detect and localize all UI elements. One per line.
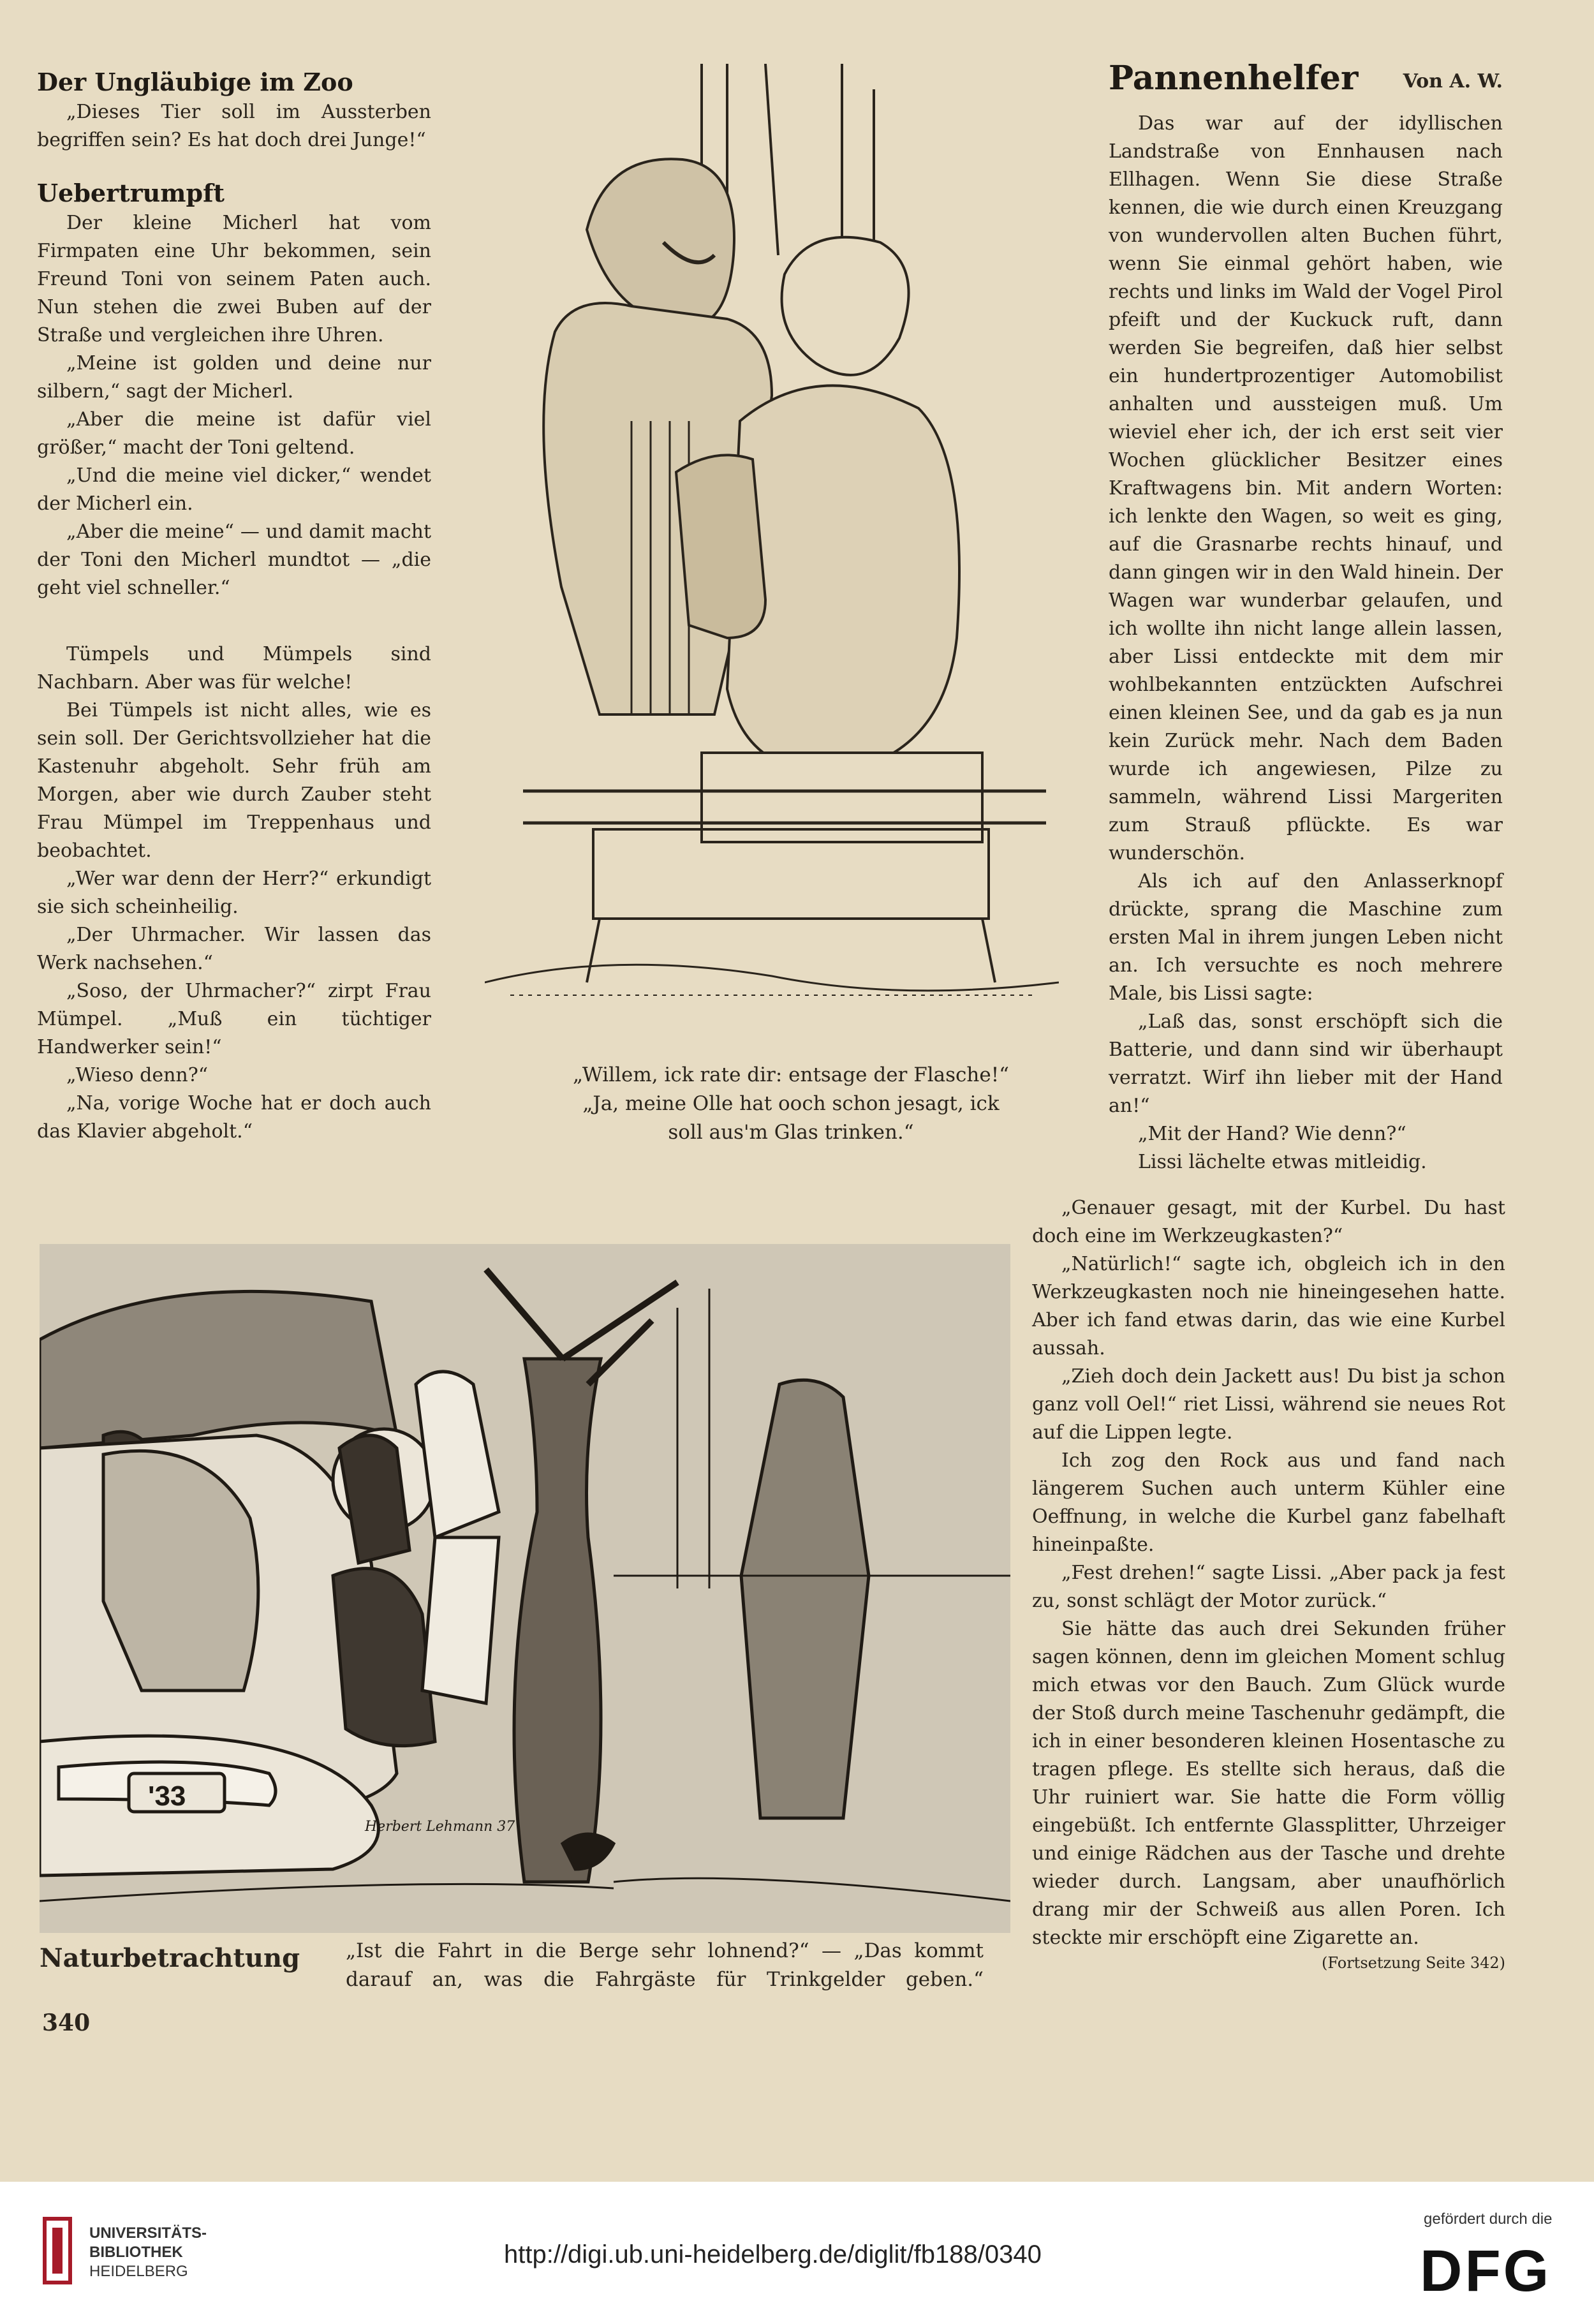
section-title-zoo: Der Ungläubige im Zoo xyxy=(37,68,353,96)
paragraph: „Aber die meine ist dafür viel größer,“ macht der Toni geltend. xyxy=(37,408,431,459)
bottom-title: Naturbetrachtung xyxy=(40,1943,300,1973)
car-street-scene-illustration xyxy=(40,1244,1010,1933)
university-library-logo-icon xyxy=(38,2212,77,2289)
left-column xyxy=(37,66,431,1146)
artist-signature: Herbert Lehmann 37 xyxy=(365,1819,515,1835)
paragraph: Das war auf der idyllischen Landstraße von Ennhausen nach Ellhagen. Wenn Sie diese Straße kennen, die wie durch einen Kreuzgang von wundervollen alten Buchen führt, wenn Sie einmal gehört haben, wie rechts und links im Wald der Vogel Pirol pfeift und der Kuckuck ruft, dann werden Sie begreifen, daß hier selbst ein hundertprozentiger Automobilist anhalten und aussteigen muß. Um wieviel eher ich, der ich erst seit vier Wochen glücklicher Besitzer eines Kraftwagens bin. Mit andern Worten: ich lenkte den Wagen, so weit es ging, auf die Grasnarbe rechts hinauf, und dann gingen wir in den Wald hinein. Der Wagen war wunderbar gelaufen, und ich wollte ihn nicht lange allein lassen, aber Lissi entdeckte mit dem mir wohlbekannten entzückten Aufschrei einen kleinen See, und da gab es ja nun kein Zurück mehr. Nach dem Baden wurde ich angewiesen, Pilze zu sammeln, während Lissi Margeriten zum Strauß pflückte. Es war wunderschön. xyxy=(1109,112,1503,864)
paragraph: „Laß das, sonst erschöpft sich die Batterie, und dann sind wir überhaupt verratzt. Wirf ihn lieber mit der Hand an!“ xyxy=(1109,1010,1503,1117)
library-line: HEIDELBERG xyxy=(89,2263,188,2280)
dfg-logo: DFG xyxy=(1420,2239,1552,2304)
right-column-header xyxy=(1109,59,1503,98)
caption-line: darauf an, was die Fahrgäste für Trinkgelder geben.“ xyxy=(346,1968,984,1991)
car-cartoon-caption xyxy=(346,1937,984,1994)
paragraph: Als ich auf den Anlasserknopf drückte, sprang die Maschine zum ersten Mal in ihrem jungen Leben nicht an. Ich versuchte es noch mehrere Male, bis Lissi sagte: xyxy=(1109,870,1503,1005)
paragraph: Tümpels und Mümpels sind Nachbarn. Aber was für welche! xyxy=(37,643,431,693)
paragraph: „Aber die meine“ — und damit macht der Toni den Micherl mundtot — „die geht viel schneller.“ xyxy=(37,521,431,599)
library-line: BIBLIOTHEK xyxy=(89,2244,183,2261)
paragraph: „Wer war denn der Herr?“ erkundigt sie sich scheinheilig. xyxy=(37,868,431,918)
right-column-body-top xyxy=(1109,110,1503,1176)
paragraph: „Genauer gesagt, mit der Kurbel. Du hast doch eine im Werkzeugkasten?“ xyxy=(1032,1197,1505,1247)
footer-bar xyxy=(0,2182,1594,2324)
cartoon-caption xyxy=(536,1061,1046,1147)
caption-line: „Willem, ick rate dir: entsage der Flasche!“ xyxy=(572,1063,1010,1086)
paragraph: Sie hätte das auch drei Sekunden früher sagen können, denn im gleichen Moment schlug mich etwas vor den Bauch. Zum Glück wurde der Stoß durch meine Taschenuhr gedämpft, die ich in einer besonderen kleinen Hosentasche zu tragen pflege. Es stellte sich heraus, daß die Uhr ruiniert war. Sie hatte die Form völlig eingebüßt. Ich entfernte Glassplitter, Uhrzeiger und einige Rädchen aus der Tasche und drehte wieder durch. Langsam, aber unaufhörlich drang mir der Schweiß aus allen Poren. Ich steckte mir erschöpft eine Zigarette an. xyxy=(1032,1618,1505,1949)
paragraph: „Zieh doch dein Jackett aus! Du bist ja schon ganz voll Oel!“ riet Lissi, während sie neues Rot auf die Lippen legte. xyxy=(1032,1365,1505,1444)
paragraph: „Mit der Hand? Wie denn?“ xyxy=(1138,1123,1406,1145)
zoo-joke-text: „Dieses Tier soll im Aussterben begriffen sein? Es hat doch drei Junge!“ xyxy=(37,101,431,151)
license-plate: '33 xyxy=(148,1780,186,1812)
continuation-note: (Fortsetzung Seite 342) xyxy=(1322,1954,1505,1972)
paragraph: Bei Tümpels ist nicht alles, wie es sein soll. Der Gerichtsvollzieher hat die Kastenuhr abgeholt. Sehr früh am Morgen, aber wie durch Zauber steht Frau Mümpel im Treppenhaus und beobachtet. xyxy=(37,699,431,862)
paragraph: „Meine ist golden und deine nur silbern,“ sagt der Micherl. xyxy=(37,352,431,403)
paragraph: „Fest drehen!“ sagte Lissi. „Aber pack ja fest zu, sonst schlägt der Motor zurück.“ xyxy=(1032,1562,1505,1612)
caption-line: „Ist die Fahrt in die Berge sehr lohnend?“ — „Das kommt xyxy=(346,1939,984,1962)
library-line: UNIVERSITÄTS- xyxy=(89,2224,207,2242)
right-column-body-wide xyxy=(1032,1194,1505,1974)
section-title-uebertrumpft: Uebertrumpft xyxy=(37,179,225,207)
story-author: Von A. W. xyxy=(1403,70,1503,93)
caption-line: soll aus'm Glas trinken.“ xyxy=(668,1121,914,1144)
library-name xyxy=(89,2224,207,2281)
source-url-link[interactable]: http://digi.ub.uni-heidelberg.de/diglit/fb188/0340 xyxy=(504,2240,1042,2268)
paragraph: „Na, vorige Woche hat er doch auch das Klavier abgeholt.“ xyxy=(37,1092,431,1143)
caption-line: „Ja, meine Olle hat ooch schon jesagt, ick xyxy=(582,1092,1000,1115)
funder-label: gefördert durch die xyxy=(1424,2210,1553,2228)
paragraph: Der kleine Micherl hat vom Firmpaten eine Uhr bekommen, sein Freund Toni von seinem Paten auch. Nun stehen die zwei Buben auf der Straße und vergleichen ihre Uhren. xyxy=(37,212,431,346)
paragraph: „Natürlich!“ sagte ich, obgleich ich in den Werkzeugkasten noch nie hineingesehen hatte. Aber ich fand etwas darin, das wie eine Kurbel aussah. xyxy=(1032,1253,1505,1359)
paragraph: „Soso, der Uhrmacher?“ zirpt Frau Mümpel. „Muß ein tüchtiger Handwerker sein!“ xyxy=(37,980,431,1058)
story-title: Pannenhelfer xyxy=(1109,59,1359,98)
paragraph: Ich zog den Rock aus und fand nach längerem Suchen auch unterm Kühler eine Oeffnung, in welche die Kurbel ganz fabelhaft hineinpaßte. xyxy=(1032,1449,1505,1556)
page-number: 340 xyxy=(42,2009,91,2036)
cartoon-two-men-illustration xyxy=(485,64,1059,1049)
paragraph: „Wieso denn?“ xyxy=(66,1064,209,1086)
paragraph: „Und die meine viel dicker,“ wendet der Micherl ein. xyxy=(37,464,431,515)
paragraph: „Der Uhrmacher. Wir lassen das Werk nachsehen.“ xyxy=(37,924,431,974)
paragraph: Lissi lächelte etwas mitleidig. xyxy=(1138,1151,1427,1173)
